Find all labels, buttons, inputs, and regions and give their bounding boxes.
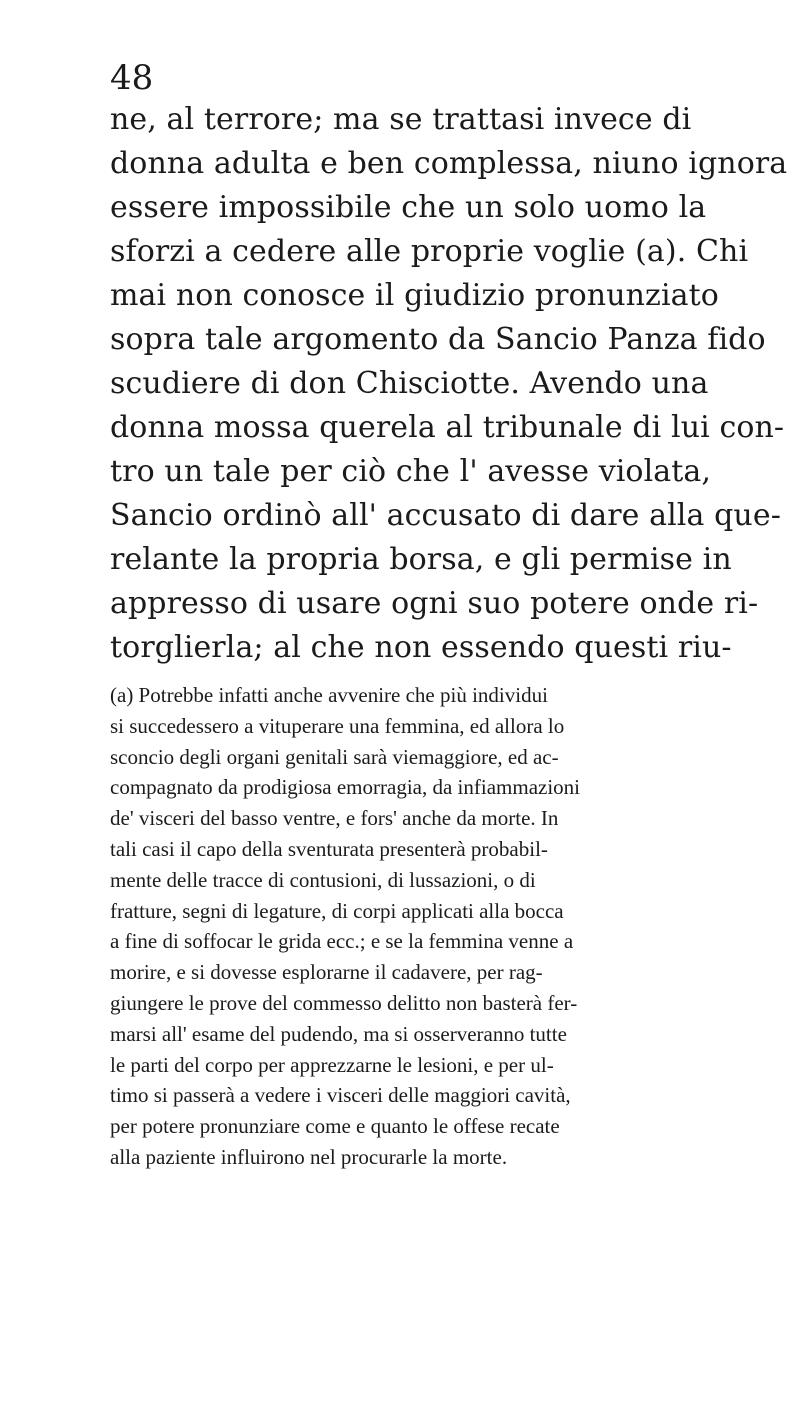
text-line: tro un tale per ciò che l' avesse violata, (110, 454, 712, 489)
footnote-line: le parti del corpo per apprezzarne le lesioni, e per ul- (110, 1052, 554, 1077)
footnote-line: sconcio degli organi genitali sarà viemaggiore, ed ac- (110, 744, 559, 769)
footnote-line: compagnato da prodigiosa emorragia, da infiammazioni (110, 775, 581, 800)
text-line: ne, al terrore; ma se trattasi invece di (110, 102, 692, 137)
text-line: torglierla; al che non essendo questi riu- (110, 630, 732, 665)
text-line: mai non conosce il giudizio pronunziato (110, 278, 719, 313)
footnote-line: marsi all' esame del pudendo, ma si osserveranno tutte (110, 1021, 567, 1046)
text-line: Sancio ordinò all' accusato di dare alla que- (110, 498, 781, 533)
footnote-line: timo si passerà a vedere i visceri delle maggiori cavità, (110, 1083, 571, 1108)
footnote-line: fratture, segni di legature, di corpi applicati alla bocca (110, 898, 564, 923)
footnote-line: per potere pronunziare come e quanto le offese recate (110, 1114, 560, 1139)
text-line: scudiere di don Chisciotte. Avendo una (110, 366, 709, 401)
footnote-line: de' visceri del basso ventre, e fors' anche da morte. In (110, 806, 559, 831)
footnote-line: giungere le prove del commesso delitto non basterà fer- (110, 990, 578, 1015)
text-line: essere impossibile che un solo uomo la (110, 190, 707, 225)
footnote (110, 680, 790, 1173)
footnote-line: alla paziente influirono nel procurarle la morte. (110, 1144, 508, 1169)
text-line: donna mossa querela al tribunale di lui con- (110, 410, 785, 445)
text-line: donna adulta e ben complessa, niuno ignora (110, 146, 788, 181)
footnote-line: morire, e si dovesse esplorarne il cadavere, per rag- (110, 960, 543, 985)
footnote-line: mente delle tracce di contusioni, di lussazioni, o di (110, 867, 536, 892)
footnote-line: a fine di soffocar le grida ecc.; e se la femmina venne a (110, 929, 574, 954)
text-line: appresso di usare ogni suo potere onde ri- (110, 586, 759, 621)
main-text (110, 98, 790, 670)
page-number: 48 (110, 58, 154, 98)
text-line: sforzi a cedere alle proprie voglie (a). Chi (110, 234, 749, 269)
footnote-line: (a) Potrebbe infatti anche avvenire che più individui (110, 683, 548, 707)
text-line: sopra tale argomento da Sancio Panza fido (110, 322, 766, 357)
footnote-line: si succedessero a vituperare una femmina, ed allora lo (110, 713, 565, 738)
footnote-line: tali casi il capo della sventurata presenterà probabil- (110, 836, 548, 861)
text-line: relante la propria borsa, e gli permise in (110, 542, 732, 577)
